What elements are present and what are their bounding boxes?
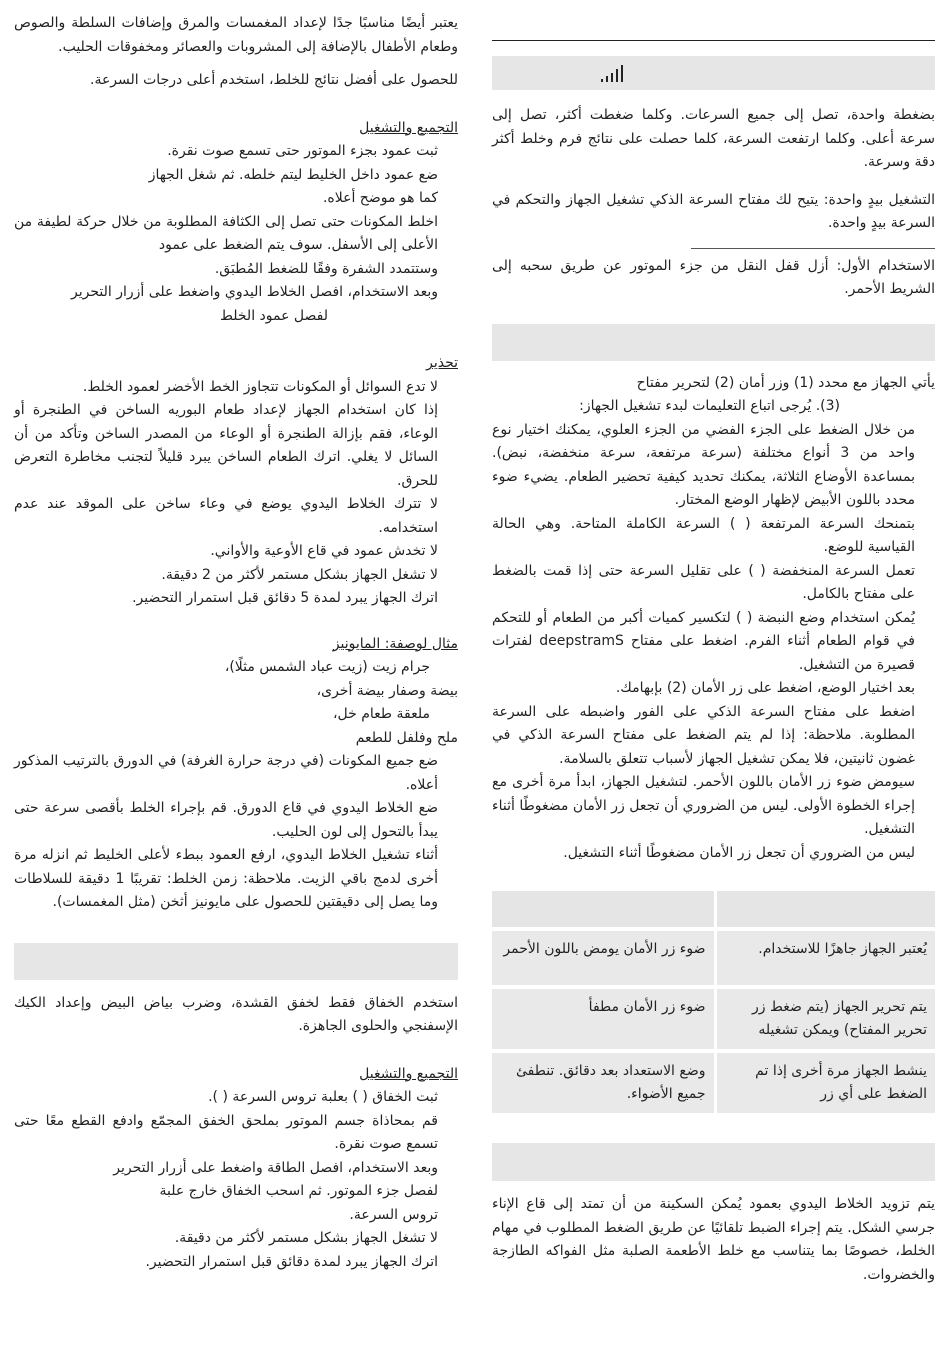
warning-item: لا تخدش عمود في قاع الأوعية والأواني. — [210, 543, 438, 559]
whisk-step: وبعد الاستخدام، افصل الطاقة واضغط على أزرار التحرير — [113, 1159, 438, 1176]
whisk-step: تروس السرعة. — [349, 1206, 438, 1223]
assembly-step: كما هو موضح أعلاه. — [322, 190, 438, 206]
operation-line: يُمكن استخدام وضع النبضة ( ) لتكسير كميات أكبر من الطعام أو للتحكم في قوام الطعام أثناء الفرم. اضغط على مفتاح deepstramS لفترات قصيرة من التشغيل. — [492, 609, 915, 673]
speed-levels-icon — [600, 63, 630, 83]
usage-paragraph: يعتبر أيضًا مناسبًا جدًا لإعداد المغمسات والمرق وإضافات السلطة والصوص وطعام الأطفال بالإضافة إلى المشروبات والعصائر ومخفوقات الحليب. — [14, 15, 458, 55]
operation-line: (3). يُرجى اتباع التعليمات لبدء تشغيل الجهاز: — [579, 398, 840, 414]
table-row — [492, 931, 935, 989]
warning-item: لا تدع السوائل أو المكونات تتجاوز الخط الأخضر لعمود الخلط. — [82, 378, 438, 395]
one-hand-paragraph: التشغيل بيدٍ واحدة: يتيح لك مفتاح السرعة الذكي تشغيل الجهاز والتحكم في السرعة بيدٍ واحدة. — [492, 191, 935, 231]
recipe-ingredient: جرام زيت (زيت عباد الشمس مثلًا)، — [224, 659, 430, 675]
operation-line: اضغط على مفتاح السرعة الذكي على الفور واضبطه على السرعة المطلوبة. ملاحظة: إذا لم يتم الضغط على مفتاح السرعة الذكي في غضون ثانيتين، فلا يمكن تشغيل الجهاز لأسباب تتعلق بالسلامة. — [492, 703, 915, 767]
recipe-step: ضع الخلاط اليدوي في قاع الدورق. قم بإجراء الخلط بأقصى سرعة حتى يبدأ بالتحول إلى لون الحليب. — [14, 800, 438, 840]
operation-line: تعمل السرعة المنخفضة ( ) على تقليل السرعة حتى إذا قمت بالضغط على مفتاح بالكامل. — [492, 562, 915, 602]
recipe-step: ضع جميع المكونات (في درجة حرارة الغرفة) في الدورق بالترتيب المذكور أعلاه. — [14, 753, 438, 793]
assembly-step: وستتمدد الشفرة وفقًا للضغط المُطبَق. — [214, 260, 438, 277]
warning-item: لا تترك الخلاط اليدوي يوضع في وعاء ساخن على الموقد عند عدم استخدامه. — [14, 496, 438, 536]
operation-line: يأتي الجهاز مع محدد (1) وزر أمان (2) لتحرير مفتاح — [636, 374, 935, 391]
whisk-step: ثبت الخفاق ( ) بعلبة تروس السرعة ( ). — [208, 1089, 438, 1105]
blender-paragraph: يتم تزويد الخلاط اليدوي بعمود يُمكن السكينة من أن تمتد إلى قاع الإناء جرسي الشكل. يتم إجراء الضبط تلقائيًا عن طريق الضغط المطلوب في مهام الخلط، خصوصًا بما يتناسب مع خلط الأطعمة الصلبة مثل الفواكه الطازجة والخضروات. — [492, 1196, 935, 1283]
left-column — [14, 0, 458, 1274]
best-results-paragraph: للحصول على أفضل نتائج للخلط، استخدم أعلى درجات السرعة. — [90, 72, 458, 88]
warning-item: لا تشغل الجهاز بشكل مستمر لأكثر من 2 دقيقة. — [161, 566, 438, 583]
table-cell-indicator: ضوء زر الأمان مطفأ — [492, 989, 714, 1053]
table-cell-state: يتم تحرير الجهاز (يتم ضغط زر تحرير المفتاح) ويمكن تشغيله — [714, 989, 936, 1053]
operation-line: من خلال الضغط على الجزء الفضي من الجزء العلوي، يمكنك اختيار نوع واحد من 3 أنواع مختلفة (سرعة مرتفعة، سرعة منخفضة، نبض). بمساعدة الأوضاع الثلاثة، يمكنك تحديد كيفية تحضير الطعام. يضيء ضوء محدد باللون الأبيض لإظهار الوضع المختار. — [492, 421, 915, 508]
table-cell-indicator: ضوء زر الأمان يومض باللون الأحمر — [492, 931, 714, 989]
assembly-step: وبعد الاستخدام، افصل الخلاط اليدوي واضغط على أزرار التحرير — [71, 284, 438, 300]
speed-paragraph: بضغطة واحدة، تصل إلى جميع السرعات. وكلما ضغطت أكثر، تصل إلى سرعة أعلى. وكلما ارتفعت السرعة، كلما حصلت على نتائج فرم وخلط أكثر دقة وسرعة. — [492, 107, 935, 170]
table-cell-indicator: وضع الاستعداد بعد دقائق. تنطفئ جميع الأضواء. — [492, 1053, 714, 1117]
assembly-step: ثبت عمود بجزء الموتور حتى تسمع صوت نقرة. — [167, 143, 438, 159]
whisk-step: لا تشغل الجهاز بشكل مستمر لأكثر من دقيقة. — [174, 1230, 438, 1246]
whisk-step: لفصل جزء الموتور. ثم اسحب الخفاق خارج علبة — [159, 1183, 438, 1199]
recipe-heading: مثال لوصفة: المايونيز — [332, 635, 458, 652]
status-table — [492, 891, 935, 1117]
recipe-step: أثناء تشغيل الخلاط اليدوي، ارفع العمود ببطء لأعلى الخليط ثم انزله مرة أخرى لدمج باقي الزيت. ملاحظة: زمن الخلط: تقريبًا 1 دقيقة للسلاطات وما يصل إلى دقيقتين للحصول على مايونيز أثخن (مثل المغمسات). — [14, 847, 438, 910]
recipe-ingredient: بيضة وصفار بيضة أخرى، — [316, 682, 458, 699]
speed-section-bar — [492, 56, 935, 90]
warning-heading: تحذير — [426, 355, 458, 371]
operation-line: بتمنحك السرعة المرتفعة ( ) السرعة الكاملة المتاحة. وهي الحالة القياسية للوضع. — [492, 515, 915, 555]
warning-item: اترك الجهاز يبرد لمدة 5 دقائق قبل استمرار التحضير. — [132, 590, 438, 606]
table-cell-state: ينشط الجهاز مرة أخرى إذا تم الضغط على أي زر — [714, 1053, 936, 1117]
operation-line: بعد اختيار الوضع، اضغط على زر الأمان (2) بإبهامك. — [615, 680, 915, 696]
whisk-step: اترك الجهاز يبرد لمدة دقائق قبل استمرار التحضير. — [145, 1253, 438, 1270]
first-use-paragraph: الاستخدام الأول: أزل قفل النقل من جزء الموتور عن طريق سحبه إلى الشريط الأحمر. — [492, 257, 935, 297]
operation-line: ليس من الضروري أن تجعل زر الأمان مضغوطًا أثناء التشغيل. — [563, 844, 915, 861]
table-row — [492, 989, 935, 1053]
whisk-assembly-heading: التجميع والتشغيل — [359, 1065, 458, 1082]
recipe-ingredient: ملعقة طعام خل، — [333, 706, 430, 722]
whisk-section-bar — [14, 943, 458, 980]
whisk-step: قم بمحاذاة جسم الموتور بملحق الخفق المجمّع وادفع القطع معًا حتى تسمع صوت نقرة. — [14, 1112, 438, 1152]
warning-item: إذا كان استخدام الجهاز لإعداد طعام البوريه الساخن في الطنجرة أو الوعاء، فقم بإزالة الطنجرة أو الوعاء من المصدر الساخن وتأكد من أن السائل لا يغلي. اترك الطعام الساخن يبرد قليلاً لتجنب مخاطرة التعرض للحرق. — [14, 402, 438, 489]
table-cell-state: يُعتبر الجهاز جاهزًا للاستخدام. — [714, 931, 936, 989]
operation-section-bar — [492, 324, 935, 361]
assembly-step: لفصل عمود الخلط — [219, 307, 328, 324]
assembly-step: اخلط المكونات حتى تصل إلى الكثافة المطلوبة من خلال حركة لطيفة من الأعلى إلى الأسفل. سوف يتم الضغط على عمود — [14, 213, 438, 253]
recipe-ingredient: ملح وفلفل للطعم — [355, 729, 458, 746]
right-column — [492, 0, 935, 1287]
blender-section-bar — [492, 1143, 935, 1181]
table-header-row — [492, 891, 935, 931]
operation-line: سيومض ضوء زر الأمان باللون الأحمر. لتشغيل الجهاز، ابدأ مرة أخرى مع إجراء الخطوة الأولى. ليس من الضروري أن تجعل زر الأمان مضغوطًا أثناء التشغيل. — [492, 774, 915, 837]
table-row — [492, 1053, 935, 1117]
assembly-step: ضع عمود داخل الخليط ليتم خلطه. ثم شغل الجهاز — [148, 166, 438, 183]
whisk-paragraph: استخدم الخفاق فقط لخفق القشدة، وضرب بياض البيض وإعداد الكيك الإسفنجي والحلوى الجاهزة. — [14, 994, 458, 1034]
assembly-heading: التجميع والتشغيل — [359, 119, 458, 136]
